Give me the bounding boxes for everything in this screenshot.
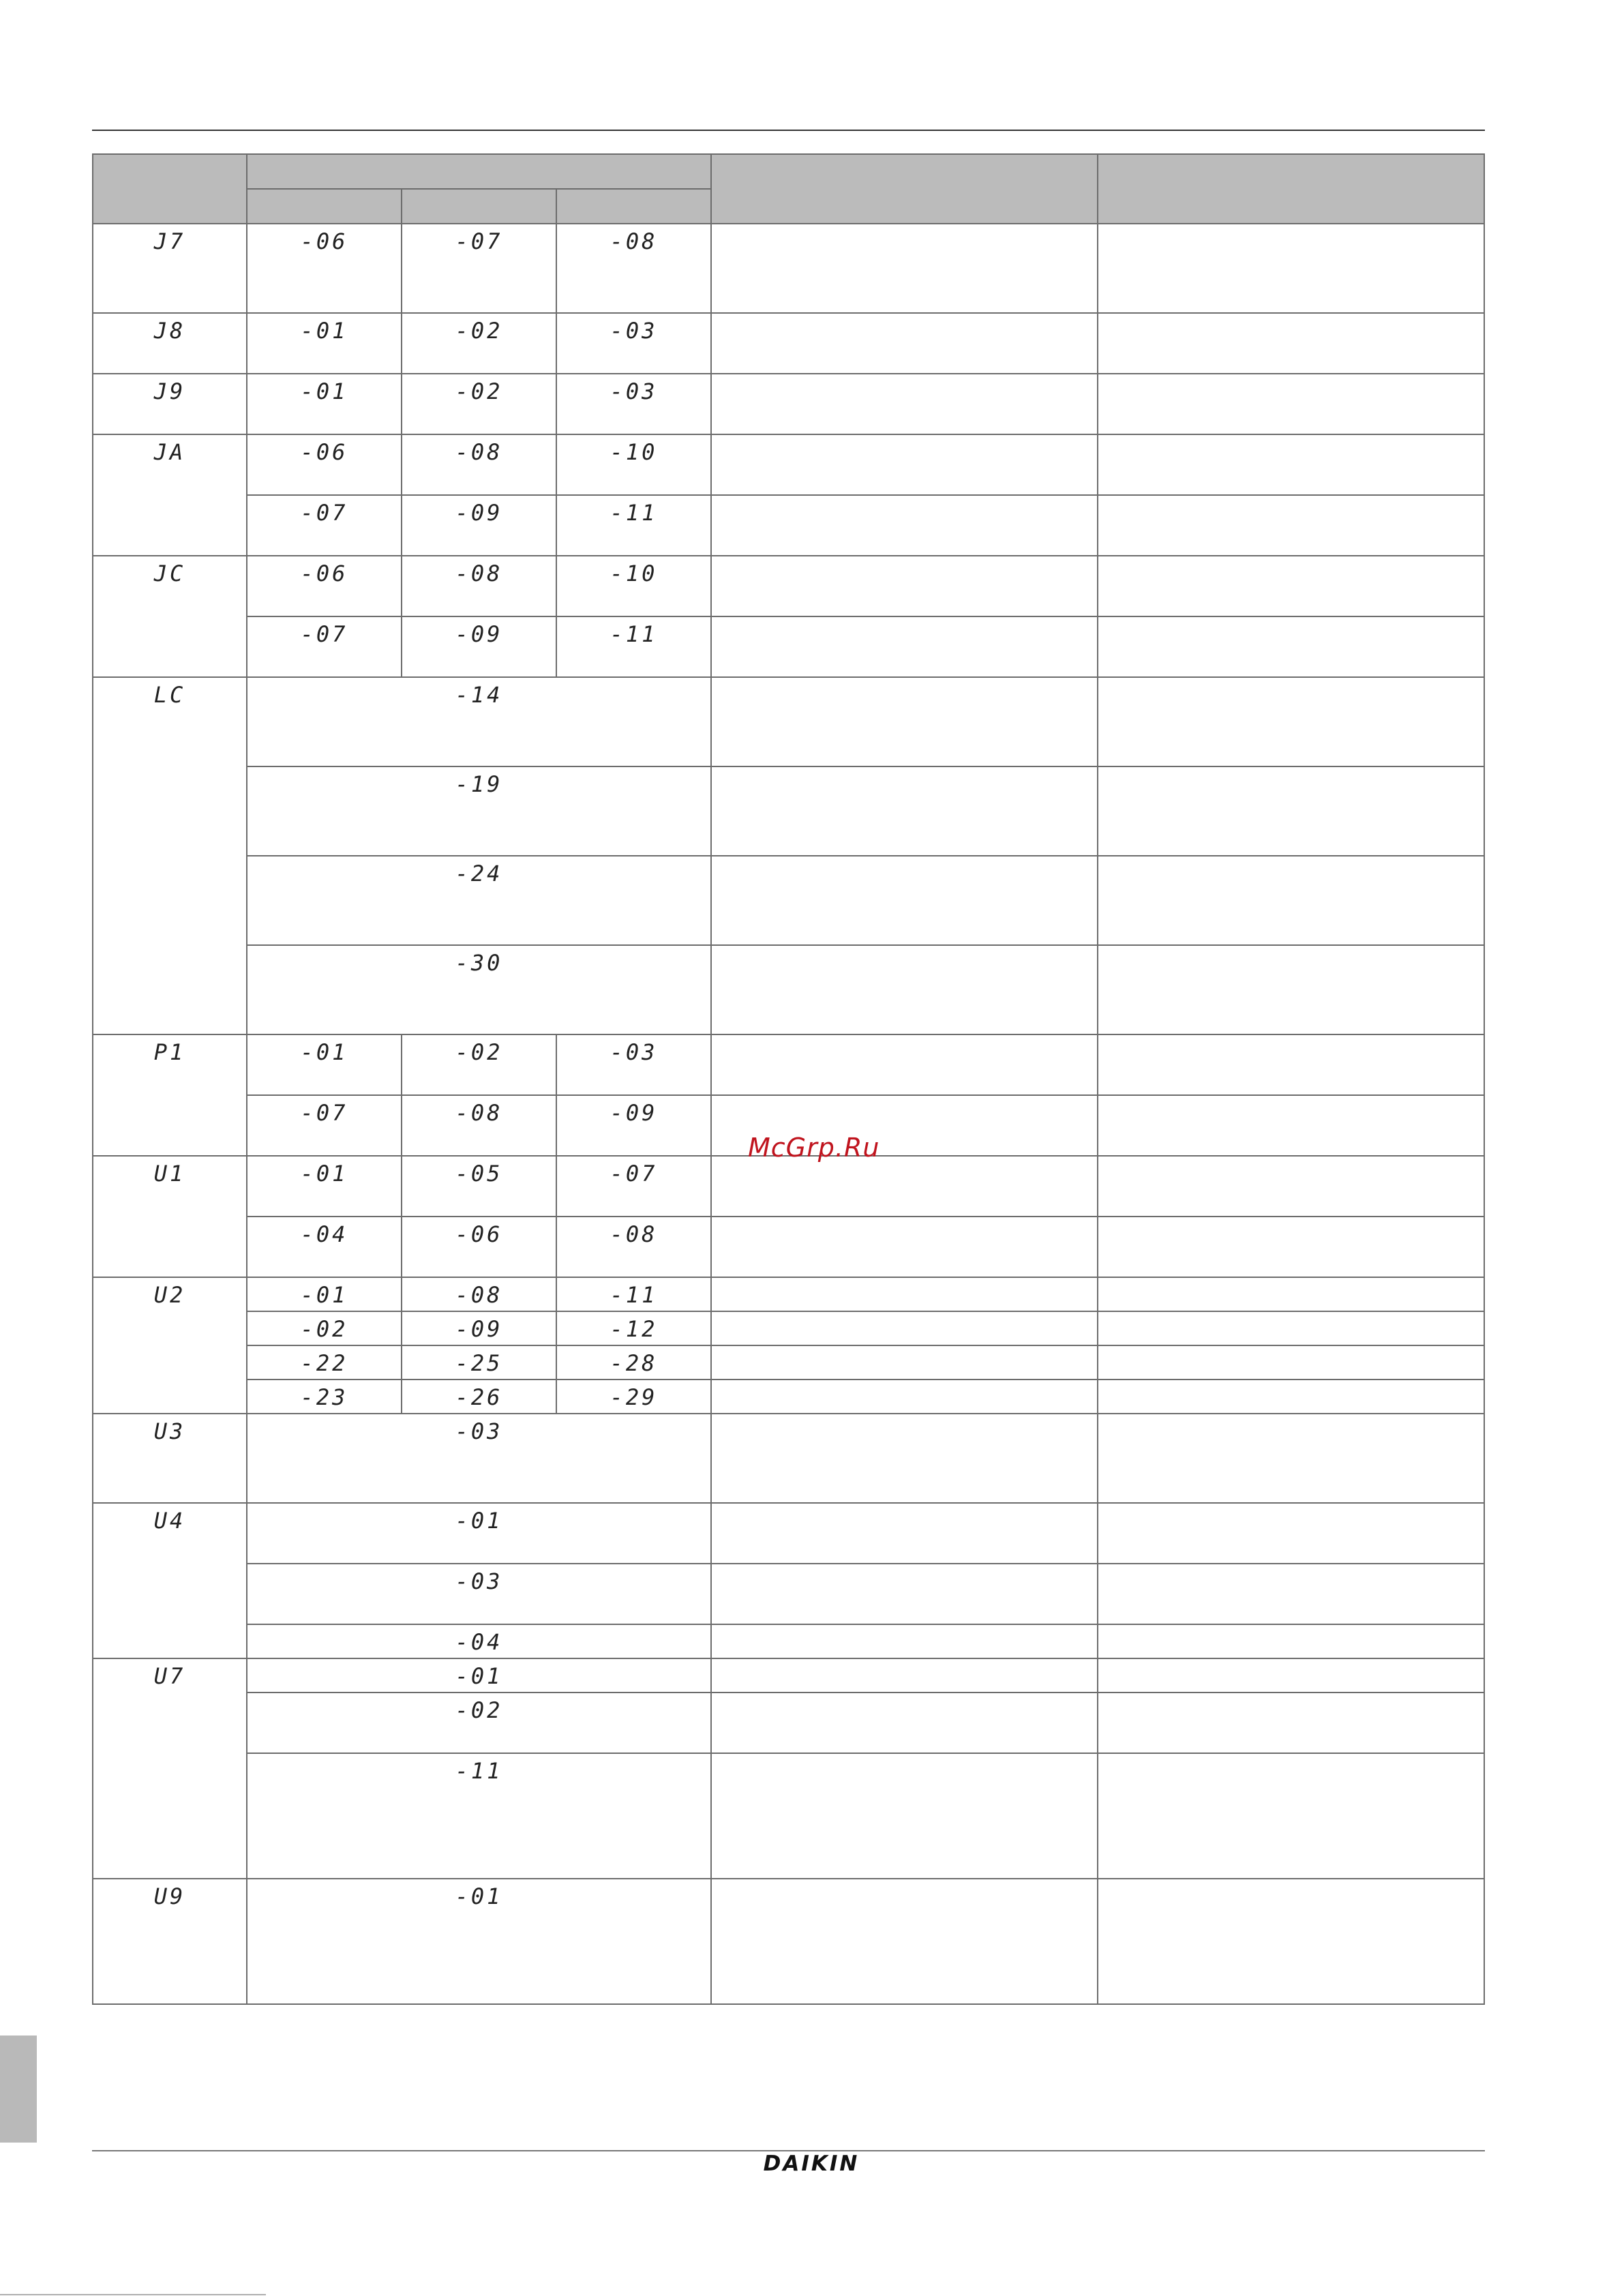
sub-code-cell	[556, 313, 711, 374]
sub-code: -01	[455, 1883, 503, 1909]
table-row	[93, 1564, 1484, 1624]
solution-cell	[1098, 495, 1484, 556]
sub-code-cell	[247, 224, 402, 313]
table-row	[93, 1693, 1484, 1753]
sub-code-cell	[247, 677, 711, 766]
table-row	[93, 1380, 1484, 1414]
sub-code: -14	[455, 682, 503, 708]
sub-code-cell	[556, 1217, 711, 1277]
sub-code: -02	[455, 378, 503, 404]
sub-code: -10	[610, 439, 658, 465]
main-code: LC	[153, 682, 186, 708]
sub-code: -07	[610, 1161, 658, 1187]
sub-code: -02	[300, 1316, 348, 1342]
sub-code: -03	[610, 318, 658, 344]
description-cell	[711, 856, 1098, 945]
header-rule	[92, 130, 1485, 131]
sub-code-cell	[247, 766, 711, 856]
table-row	[93, 616, 1484, 677]
sub-code-cell	[402, 1217, 556, 1277]
main-code-cell	[93, 1277, 247, 1414]
description-cell	[711, 1564, 1098, 1624]
main-code-cell	[93, 1414, 247, 1503]
sub-code-cell	[556, 1156, 711, 1217]
description-cell	[711, 1380, 1098, 1414]
sub-code-cell	[402, 224, 556, 313]
sub-code-cell	[247, 1503, 711, 1564]
sub-code-cell	[556, 1095, 711, 1156]
sub-code-cell	[556, 495, 711, 556]
table-row	[93, 1217, 1484, 1277]
header-sub-code-cell	[247, 189, 402, 224]
solution-cell	[1098, 374, 1484, 434]
sub-code: -01	[455, 1663, 503, 1689]
daikin-logo: DAIKIN	[763, 2151, 860, 2176]
solution-cell	[1098, 1624, 1484, 1658]
description-cell	[711, 1414, 1098, 1503]
sub-code-cell	[247, 1311, 402, 1345]
sub-code: -07	[300, 621, 348, 647]
watermark-text: McGrp.Ru	[748, 1133, 880, 1163]
header-solution-cell	[1098, 154, 1484, 224]
solution-cell	[1098, 1095, 1484, 1156]
description-cell	[711, 766, 1098, 856]
main-code-cell	[93, 434, 247, 556]
table-row	[93, 556, 1484, 616]
sub-code: -01	[300, 1161, 348, 1187]
sub-code-cell	[247, 1034, 402, 1095]
sub-code: -26	[455, 1384, 503, 1410]
sub-code-cell	[402, 1277, 556, 1311]
description-cell	[711, 677, 1098, 766]
sub-code-cell	[402, 556, 556, 616]
solution-cell	[1098, 313, 1484, 374]
sub-code: -10	[610, 561, 658, 586]
sub-code-cell	[402, 1380, 556, 1414]
description-cell	[711, 374, 1098, 434]
table-row	[93, 677, 1484, 766]
main-code-cell	[93, 1503, 247, 1658]
sub-code-cell	[247, 1380, 402, 1414]
sub-code-cell	[247, 1658, 711, 1693]
table-row	[93, 1414, 1484, 1503]
solution-cell	[1098, 1277, 1484, 1311]
sub-code: -11	[455, 1758, 503, 1784]
solution-cell	[1098, 856, 1484, 945]
sub-code: -28	[610, 1350, 658, 1376]
table-row	[93, 1503, 1484, 1564]
sub-code-cell	[247, 434, 402, 495]
sub-code-cell	[402, 1095, 556, 1156]
table-row	[93, 1624, 1484, 1658]
main-code-cell	[93, 224, 247, 313]
sub-code-cell	[402, 1034, 556, 1095]
sub-code-cell	[247, 1277, 402, 1311]
table-body	[93, 224, 1484, 2004]
sub-code: -01	[300, 1039, 348, 1065]
sub-code: -08	[455, 439, 503, 465]
sub-code-cell	[247, 1217, 402, 1277]
sub-code-cell	[556, 616, 711, 677]
sub-code: -11	[610, 1282, 658, 1308]
description-cell	[711, 224, 1098, 313]
main-code: U4	[153, 1508, 186, 1534]
main-code: JA	[153, 439, 186, 465]
table-row	[93, 1311, 1484, 1345]
sub-code: -30	[455, 950, 503, 976]
sub-code: -06	[455, 1221, 503, 1247]
sub-code-cell	[247, 1156, 402, 1217]
sub-code: -07	[300, 500, 348, 526]
solution-cell	[1098, 766, 1484, 856]
main-code-cell	[93, 374, 247, 434]
header-description-cell	[711, 154, 1098, 224]
solution-cell	[1098, 434, 1484, 495]
sub-code: -03	[455, 1568, 503, 1594]
sub-code-cell	[556, 1311, 711, 1345]
description-cell	[711, 1879, 1098, 2004]
sub-code: -11	[610, 500, 658, 526]
solution-cell	[1098, 1414, 1484, 1503]
sub-code: -06	[300, 228, 348, 254]
sub-code-cell	[247, 495, 402, 556]
table-row	[93, 224, 1484, 313]
chapter-side-tab	[0, 2036, 37, 2143]
sub-code: -03	[610, 378, 658, 404]
sub-code: -09	[455, 621, 503, 647]
sub-code-cell	[247, 1879, 711, 2004]
solution-cell	[1098, 677, 1484, 766]
table-row	[93, 374, 1484, 434]
main-code: U3	[153, 1418, 186, 1444]
sub-code: -25	[455, 1350, 503, 1376]
description-cell	[711, 1693, 1098, 1753]
sub-code-cell	[556, 1034, 711, 1095]
solution-cell	[1098, 1564, 1484, 1624]
sub-code: -09	[455, 1316, 503, 1342]
description-cell	[711, 1658, 1098, 1693]
description-cell	[711, 1624, 1098, 1658]
main-code-cell	[93, 1156, 247, 1277]
sub-code: -03	[610, 1039, 658, 1065]
header-sub-code-cell	[402, 189, 556, 224]
solution-cell	[1098, 1503, 1484, 1564]
description-cell	[711, 313, 1098, 374]
main-code-cell	[93, 1658, 247, 1879]
sub-code-cell	[402, 616, 556, 677]
sub-code-cell	[402, 1345, 556, 1380]
main-code: U1	[153, 1161, 186, 1187]
main-code-cell	[93, 1879, 247, 2004]
description-cell	[711, 1217, 1098, 1277]
main-code: U9	[153, 1883, 186, 1909]
description-cell	[711, 1034, 1098, 1095]
table-row	[93, 1753, 1484, 1879]
sub-code: -09	[455, 500, 503, 526]
description-cell	[711, 1156, 1098, 1217]
sub-code: -02	[455, 1039, 503, 1065]
description-cell	[711, 1277, 1098, 1311]
sub-code: -01	[300, 1282, 348, 1308]
sub-code: -06	[300, 439, 348, 465]
table-row	[93, 495, 1484, 556]
solution-cell	[1098, 1693, 1484, 1753]
description-cell	[711, 1503, 1098, 1564]
solution-cell	[1098, 1380, 1484, 1414]
sub-code-cell	[402, 313, 556, 374]
sub-code: -04	[455, 1629, 503, 1655]
sub-code-cell	[247, 1095, 402, 1156]
sub-code-cell	[247, 1414, 711, 1503]
sub-code: -07	[455, 228, 503, 254]
sub-code: -24	[455, 861, 503, 886]
sub-code-cell	[247, 556, 402, 616]
sub-code: -08	[455, 561, 503, 586]
description-cell	[711, 1753, 1098, 1879]
solution-cell	[1098, 1879, 1484, 2004]
main-code: J9	[153, 378, 186, 404]
solution-cell	[1098, 1345, 1484, 1380]
sub-code: -02	[455, 318, 503, 344]
sub-code-cell	[247, 1564, 711, 1624]
header-sub-code-cell	[556, 189, 711, 224]
solution-cell	[1098, 945, 1484, 1034]
sub-code: -08	[455, 1282, 503, 1308]
sub-code: -02	[455, 1697, 503, 1723]
sub-code-cell	[402, 495, 556, 556]
main-code-cell	[93, 556, 247, 677]
description-cell	[711, 434, 1098, 495]
description-cell	[711, 1311, 1098, 1345]
table-row	[93, 313, 1484, 374]
sub-code-cell	[402, 434, 556, 495]
sub-code: -01	[300, 378, 348, 404]
table-row	[93, 766, 1484, 856]
sub-code-cell	[402, 1156, 556, 1217]
sub-code-cell	[556, 556, 711, 616]
sub-code: -03	[455, 1418, 503, 1444]
sub-code-cell	[247, 1693, 711, 1753]
sub-code-cell	[402, 1311, 556, 1345]
sub-code-cell	[556, 1380, 711, 1414]
main-code: JC	[153, 561, 186, 586]
error-code-table	[92, 153, 1485, 2005]
table-row	[93, 1345, 1484, 1380]
sub-code: -22	[300, 1350, 348, 1376]
sub-code: -08	[455, 1100, 503, 1126]
main-code-cell	[93, 677, 247, 1034]
sub-code-cell	[247, 1624, 711, 1658]
solution-cell	[1098, 1217, 1484, 1277]
table-row	[93, 1034, 1484, 1095]
table-row	[93, 1879, 1484, 2004]
table-header	[93, 154, 1484, 224]
sub-code: -04	[300, 1221, 348, 1247]
solution-cell	[1098, 1658, 1484, 1693]
table-row	[93, 434, 1484, 495]
description-cell	[711, 556, 1098, 616]
table-row	[93, 945, 1484, 1034]
main-code: J8	[153, 318, 186, 344]
header-main-code-cell	[93, 154, 247, 224]
sub-code-cell	[556, 434, 711, 495]
sub-code: -01	[455, 1508, 503, 1534]
sub-code-cell	[247, 616, 402, 677]
solution-cell	[1098, 1311, 1484, 1345]
sub-code: -09	[610, 1100, 658, 1126]
sub-code: -29	[610, 1384, 658, 1410]
main-code-cell	[93, 313, 247, 374]
main-code: U2	[153, 1282, 186, 1308]
description-cell	[711, 1345, 1098, 1380]
description-cell	[711, 495, 1098, 556]
sub-code-cell	[402, 374, 556, 434]
sub-code-cell	[556, 374, 711, 434]
sub-code-cell	[556, 224, 711, 313]
sub-code: -08	[610, 1221, 658, 1247]
header-sub-code-group-cell	[247, 154, 711, 189]
description-cell	[711, 945, 1098, 1034]
solution-cell	[1098, 1753, 1484, 1879]
table-row	[93, 1277, 1484, 1311]
main-code-cell	[93, 1034, 247, 1156]
solution-cell	[1098, 556, 1484, 616]
description-cell	[711, 616, 1098, 677]
sub-code: -08	[610, 228, 658, 254]
sub-code-cell	[247, 1753, 711, 1879]
sub-code-cell	[247, 945, 711, 1034]
sub-code: -19	[455, 771, 503, 797]
sub-code-cell	[556, 1345, 711, 1380]
sub-code-cell	[247, 313, 402, 374]
solution-cell	[1098, 616, 1484, 677]
sub-code-cell	[247, 1345, 402, 1380]
main-code: U7	[153, 1663, 186, 1689]
table-row	[93, 1156, 1484, 1217]
sub-code-cell	[247, 374, 402, 434]
main-code: J7	[153, 228, 186, 254]
sub-code: -01	[300, 318, 348, 344]
table-row	[93, 1658, 1484, 1693]
sub-code-cell	[247, 856, 711, 945]
sub-code: -05	[455, 1161, 503, 1187]
sub-code: -12	[610, 1316, 658, 1342]
solution-cell	[1098, 224, 1484, 313]
main-code: P1	[153, 1039, 186, 1065]
sub-code: -23	[300, 1384, 348, 1410]
scan-mark	[0, 2294, 266, 2295]
solution-cell	[1098, 1156, 1484, 1217]
sub-code: -07	[300, 1100, 348, 1126]
solution-cell	[1098, 1034, 1484, 1095]
sub-code: -11	[610, 621, 658, 647]
sub-code-cell	[556, 1277, 711, 1311]
sub-code: -06	[300, 561, 348, 586]
table-row	[93, 856, 1484, 945]
